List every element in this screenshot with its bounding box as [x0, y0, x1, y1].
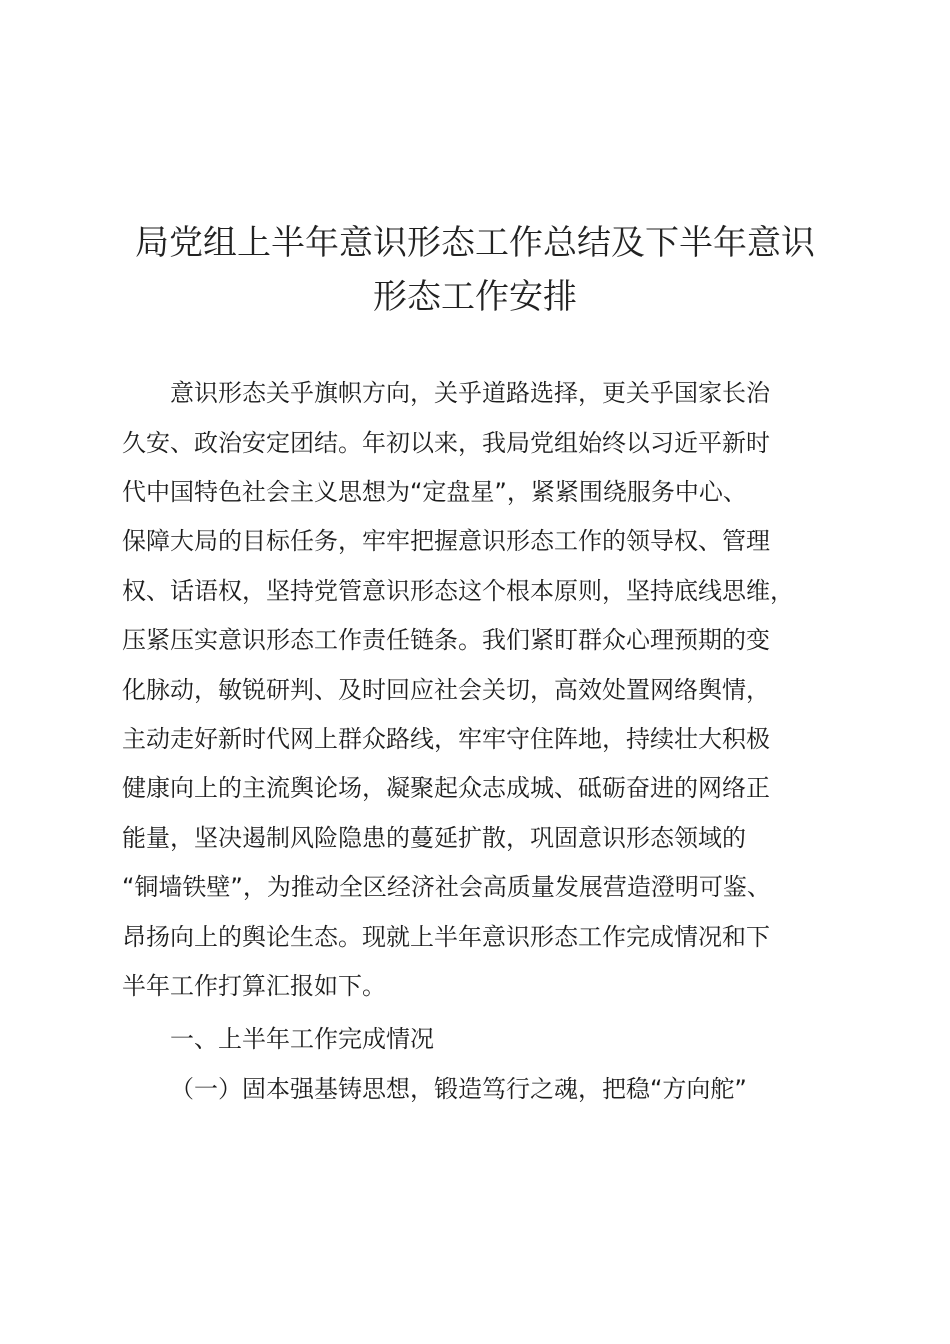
paragraph-line: 意识形态关乎旗帜方向，关乎道路选择，更关乎国家长治 — [170, 379, 770, 407]
paragraph-line: 化脉动，敏锐研判、及时回应社会关切，高效处置网络舆情， — [122, 676, 770, 704]
subsection-heading: （一）固本强基铸思想，锻造笃行之魂，把稳“方向舵” — [170, 1075, 747, 1103]
document-title-line-2: 形态工作安排 — [373, 277, 577, 317]
paragraph-line: 健康向上的主流舆论场，凝聚起众志成城、砥砺奋进的网络正 — [122, 774, 770, 802]
paragraph-line: 主动走好新时代网上群众路线，牢牢守住阵地，持续壮大积极 — [122, 725, 770, 753]
paragraph-line: 压紧压实意识形态工作责任链条。我们紧盯群众心理预期的变 — [122, 626, 770, 654]
paragraph-line: 久安、政治安定团结。年初以来，我局党组始终以习近平新时 — [122, 429, 770, 457]
paragraph-line: 半年工作打算汇报如下。 — [122, 972, 386, 1000]
paragraph-line: 代中国特色社会主义思想为“定盘星”，紧紧围绕服务中心、 — [122, 478, 747, 506]
paragraph-line: 能量，坚决遏制风险隐患的蔓延扩散，巩固意识形态领域的 — [122, 824, 746, 852]
section-heading: 一、上半年工作完成情况 — [170, 1025, 434, 1053]
paragraph-line: 权、话语权，坚持党管意识形态这个根本原则，坚持底线思维， — [122, 577, 794, 605]
paragraph-line: 保障大局的目标任务，牢牢把握意识形态工作的领导权、管理 — [122, 527, 770, 555]
paragraph-line: “铜墙铁壁”，为推动全区经济社会高质量发展营造澄明可鉴、 — [122, 873, 771, 901]
paragraph-line: 昂扬向上的舆论生态。现就上半年意识形态工作完成情况和下 — [122, 923, 770, 951]
document-title-line-1: 局党组上半年意识形态工作总结及下半年意识 — [135, 223, 815, 263]
